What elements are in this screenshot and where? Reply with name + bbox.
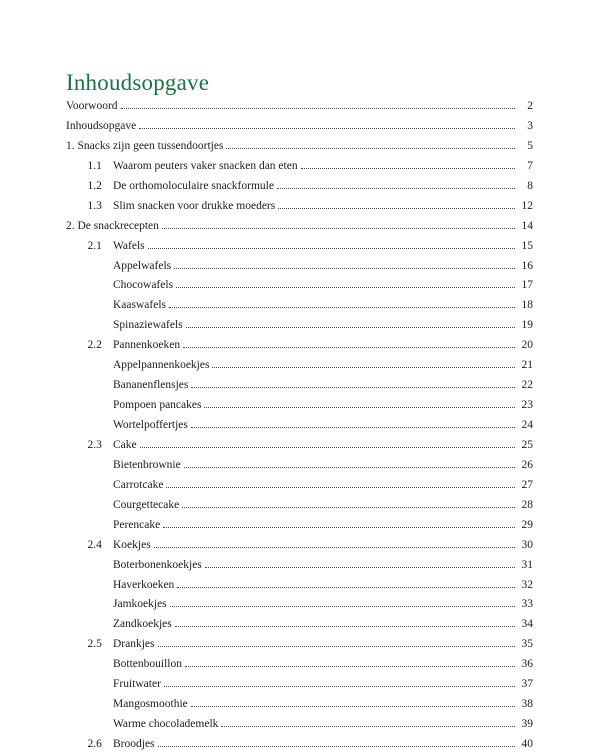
dot-leader	[176, 287, 515, 288]
toc-entry-label: Bietenbrownie	[113, 458, 181, 471]
toc-entry-number: 1.1	[87, 159, 102, 172]
toc-entry-label: Perencake	[113, 518, 161, 531]
toc-entry-label: Drankjes	[113, 638, 155, 651]
toc-entry-label: Fruitwater	[113, 678, 161, 691]
toc-entry[interactable]	[66, 476, 533, 496]
toc-entry-label: Pannenkoeken	[113, 339, 181, 352]
toc-entry-page: 20	[521, 339, 533, 352]
dot-leader	[166, 487, 515, 488]
toc-entry-label: Appelwafels	[113, 259, 172, 272]
toc-entry[interactable]	[66, 735, 533, 755]
toc-entry-label: Snacks zijn geen tussendoortjes	[77, 139, 224, 152]
toc-entry-label: Wafels	[113, 239, 145, 252]
toc-entry-label: Slim snacken voor drukke moeders	[113, 199, 276, 212]
toc-entry-page: 31	[521, 558, 533, 571]
toc-entry[interactable]	[66, 675, 533, 695]
dot-leader	[301, 168, 515, 169]
dot-leader	[169, 307, 515, 308]
table-of-contents	[66, 97, 533, 755]
dot-leader	[121, 108, 515, 109]
dot-leader	[191, 706, 515, 707]
page-title: Inhoudsopgave	[66, 70, 210, 95]
toc-entry-label: Jamkoekjes	[113, 598, 167, 611]
dot-leader	[170, 606, 515, 607]
toc-entry-page: 24	[521, 419, 533, 431]
toc-entry-page: 26	[521, 458, 533, 471]
toc-entry-page: 29	[521, 518, 533, 531]
dot-leader	[183, 347, 515, 348]
toc-entry-label: Inhoudsopgave	[66, 119, 137, 132]
toc-entry-page: 39	[521, 718, 533, 731]
toc-entry-label: Cake	[113, 438, 137, 451]
toc-entry-page: 34	[521, 618, 533, 631]
dot-leader	[162, 228, 515, 229]
toc-entry-number: 2.	[66, 219, 75, 232]
toc-entry-label: Broodjes	[113, 738, 155, 750]
toc-entry-page: 40	[521, 738, 533, 750]
dot-leader	[185, 666, 515, 667]
toc-entry-page: 22	[521, 379, 533, 392]
toc-entry-number: 2.6	[87, 738, 102, 750]
toc-entry[interactable]	[66, 556, 533, 576]
dot-leader	[140, 447, 515, 448]
dot-leader	[177, 587, 515, 588]
toc-entry-number: 2.3	[87, 438, 102, 451]
toc-entry-page: 18	[521, 299, 533, 312]
toc-entry-label: Carrotcake	[113, 478, 164, 491]
dot-leader	[154, 547, 515, 548]
toc-entry[interactable]	[66, 576, 533, 596]
toc-entry[interactable]	[66, 615, 533, 635]
toc-entry-page: 32	[521, 578, 533, 591]
toc-entry-page: 21	[521, 359, 533, 372]
dot-leader	[182, 507, 515, 508]
dot-leader	[212, 367, 515, 368]
toc-entry[interactable]	[66, 356, 533, 376]
toc-entry-page: 12	[521, 199, 533, 212]
toc-entry-label: Bottenbouillon	[113, 658, 182, 671]
toc-entry-label: Pompoen pancakes	[113, 399, 202, 412]
dot-leader	[226, 148, 515, 149]
dot-leader	[148, 248, 515, 249]
toc-entry-number: 2.4	[87, 538, 102, 551]
toc-entry-page: 23	[521, 399, 533, 412]
toc-entry-page: 7	[527, 159, 533, 172]
toc-entry[interactable]	[66, 177, 533, 197]
toc-entry-label: Appelpannenkoekjes	[113, 359, 210, 372]
toc-entry-page: 37	[521, 678, 533, 691]
dot-leader	[158, 746, 515, 747]
toc-entry-label: Kaaswafels	[113, 299, 167, 312]
toc-entry-page: 8	[527, 179, 533, 192]
toc-entry[interactable]	[66, 117, 533, 137]
toc-entry-page: 33	[521, 598, 533, 611]
toc-entry-page: 19	[521, 319, 533, 332]
toc-entry[interactable]	[66, 496, 533, 516]
toc-entry-page: 38	[521, 698, 533, 711]
toc-entry-number: 1.	[66, 139, 75, 152]
toc-entry-label: Wortelpoffertjes	[113, 419, 188, 431]
dot-leader	[191, 387, 515, 388]
toc-entry-page: 5	[527, 139, 533, 152]
toc-entry[interactable]	[66, 416, 533, 436]
toc-entry-page: 3	[527, 119, 533, 132]
dot-leader	[174, 268, 515, 269]
toc-entry[interactable]	[66, 157, 533, 177]
toc-entry-number: 1.2	[87, 179, 102, 192]
toc-entry[interactable]	[66, 536, 533, 556]
toc-entry-number: 2.5	[87, 638, 102, 651]
toc-entry[interactable]	[66, 217, 533, 237]
toc-entry-page: 17	[521, 279, 533, 292]
toc-entry[interactable]	[66, 237, 533, 257]
toc-entry-page: 25	[521, 438, 533, 451]
dot-leader	[221, 726, 515, 727]
toc-entry-label: Zandkoekjes	[113, 618, 172, 631]
toc-entry-number: 1.3	[87, 199, 102, 212]
toc-entry[interactable]	[66, 137, 533, 157]
toc-entry[interactable]	[66, 197, 533, 217]
toc-entry[interactable]	[66, 436, 533, 456]
dot-leader	[164, 686, 515, 687]
toc-entry-page: 2	[527, 100, 533, 112]
toc-entry[interactable]	[66, 296, 533, 316]
toc-entry-label: Courgettecake	[113, 498, 180, 511]
dot-leader	[184, 467, 515, 468]
toc-entry-label: Spinaziewafels	[113, 319, 183, 332]
toc-entry[interactable]	[66, 396, 533, 416]
toc-entry[interactable]	[66, 316, 533, 336]
toc-entry-page: 35	[521, 638, 533, 651]
toc-entry[interactable]	[66, 595, 533, 615]
toc-entry-page: 14	[521, 219, 533, 232]
toc-entry[interactable]	[66, 336, 533, 356]
toc-entry[interactable]	[66, 516, 533, 536]
dot-leader	[278, 208, 515, 209]
toc-entry-label: Boterbonenkoekjes	[113, 558, 202, 571]
toc-entry-label: Warme chocolademelk	[113, 718, 219, 731]
toc-entry-page: 30	[521, 538, 533, 551]
dot-leader	[186, 327, 515, 328]
toc-entry[interactable]	[66, 635, 533, 655]
toc-entry[interactable]	[66, 456, 533, 476]
toc-entry-label: Voorwoord	[66, 100, 118, 112]
toc-entry-label: Waarom peuters vaker snacken dan eten	[113, 159, 298, 172]
toc-entry-label: Chocowafels	[113, 279, 174, 292]
dot-leader	[158, 646, 515, 647]
toc-entry[interactable]	[66, 97, 533, 117]
toc-entry-label: Haverkoeken	[113, 578, 175, 591]
toc-entry-page: 27	[521, 478, 533, 491]
toc-entry-page: 36	[521, 658, 533, 671]
toc-entry[interactable]	[66, 276, 533, 296]
toc-entry-label: De snackrecepten	[77, 219, 159, 232]
toc-entry-page: 16	[521, 259, 533, 272]
dot-leader	[163, 527, 515, 528]
dot-leader	[139, 128, 515, 129]
toc-entry[interactable]	[66, 715, 533, 735]
dot-leader	[205, 567, 515, 568]
toc-entry[interactable]	[66, 257, 533, 277]
toc-entry[interactable]	[66, 376, 533, 396]
dot-leader	[204, 407, 515, 408]
toc-entry-page: 15	[521, 239, 533, 252]
toc-entry-number: 2.2	[87, 339, 102, 352]
toc-entry-label: De orthomoloculaire snackformule	[113, 179, 274, 192]
toc-entry-label: Koekjes	[113, 538, 151, 551]
dot-leader	[175, 626, 515, 627]
toc-entry-label: Bananenflensjes	[113, 379, 189, 392]
toc-entry-label: Mangosmoothie	[113, 698, 188, 711]
toc-entry[interactable]	[66, 695, 533, 715]
toc-entry-number: 2.1	[87, 239, 102, 252]
dot-leader	[191, 427, 515, 428]
toc-entry[interactable]	[66, 655, 533, 675]
dot-leader	[277, 188, 515, 189]
toc-entry-page: 28	[521, 498, 533, 511]
